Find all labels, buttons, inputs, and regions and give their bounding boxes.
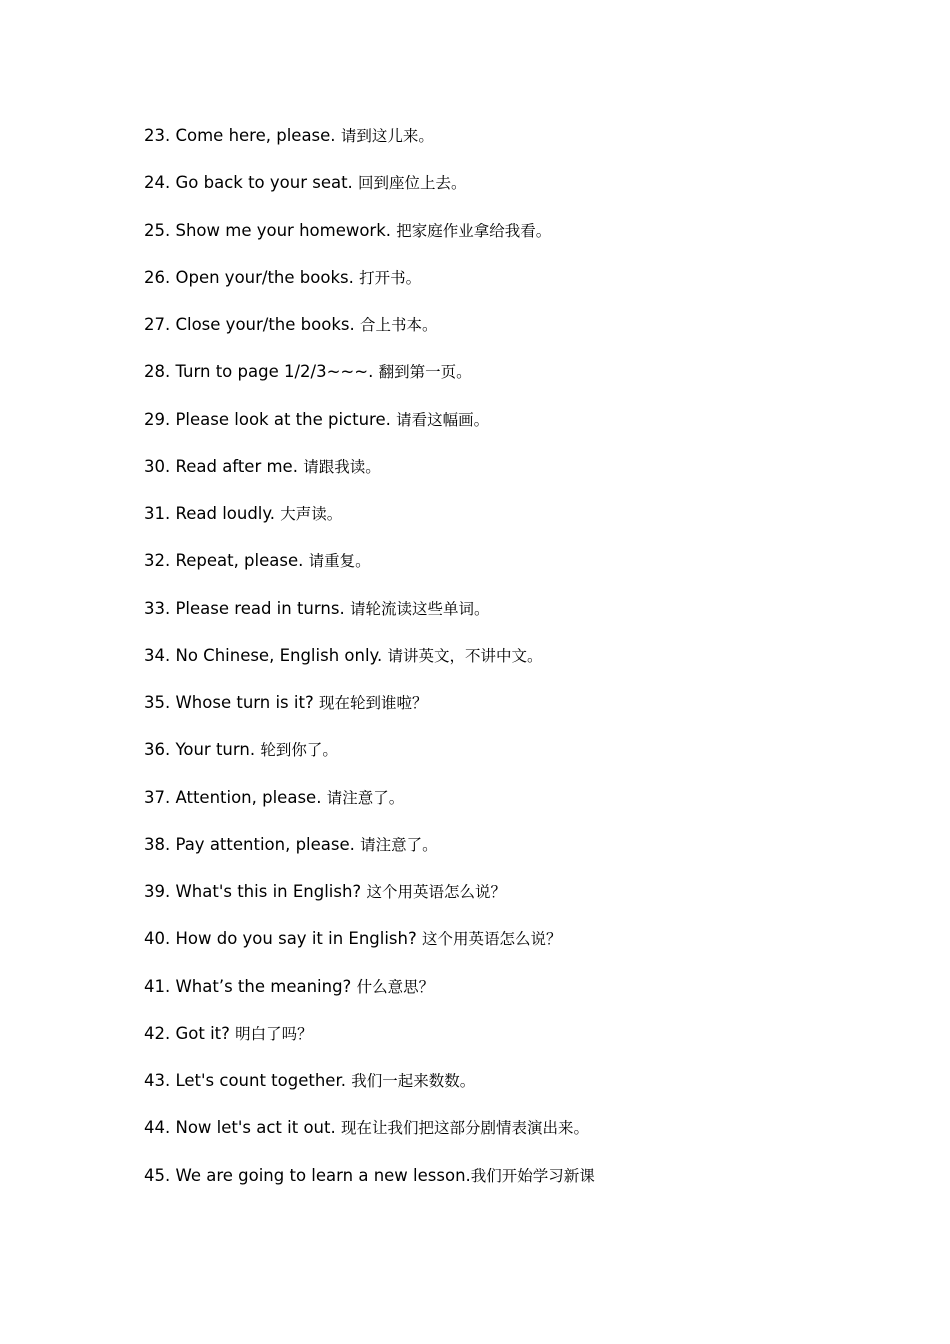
list-item xyxy=(144,879,904,926)
english-phrase: 42. Got it? xyxy=(144,1023,236,1043)
english-phrase: 31. Read loudly. xyxy=(144,504,281,523)
chinese-translation: 把家庭作业拿给我看。 xyxy=(396,221,552,240)
chinese-translation: 请看这幅画。 xyxy=(396,410,490,429)
list-item xyxy=(144,785,904,832)
list-item xyxy=(144,407,904,454)
chinese-translation: 打开书。 xyxy=(359,268,422,287)
list-item xyxy=(144,596,904,643)
list-item xyxy=(144,974,904,1021)
english-phrase: 24. Go back to your seat. xyxy=(144,173,359,193)
classroom-phrase-list xyxy=(144,123,904,1210)
english-phrase: 44. Now let's act it out. xyxy=(144,1118,341,1138)
english-phrase: 27. Close your/the books. xyxy=(144,315,360,334)
chinese-translation: 这个用英语怎么说？ xyxy=(366,883,506,901)
chinese-translation: 什么意思？ xyxy=(356,977,435,996)
list-item xyxy=(144,1068,904,1115)
english-phrase: 25. Show me your homework. xyxy=(144,220,397,240)
chinese-translation: 翻到第一页。 xyxy=(378,363,472,382)
chinese-translation: 合上书本。 xyxy=(359,316,438,334)
english-phrase: 36. Your turn. xyxy=(144,740,261,760)
list-item xyxy=(144,690,904,737)
english-phrase: 34. No Chinese, English only. xyxy=(144,645,388,665)
list-item xyxy=(144,737,904,784)
english-phrase: 28. Turn to page 1/2/3~~~. xyxy=(144,362,379,382)
list-item xyxy=(144,170,904,217)
english-phrase: 35. Whose turn is it? xyxy=(144,693,319,712)
list-item xyxy=(144,501,904,548)
chinese-translation: 明白了吗？ xyxy=(235,1024,313,1043)
english-phrase: 38. Pay attention, please. xyxy=(144,834,361,854)
list-item xyxy=(144,548,904,595)
english-phrase: 41. What’s the meaning? xyxy=(144,976,357,996)
chinese-translation: 轮到你了。 xyxy=(260,741,338,760)
english-phrase: 39. What's this in English? xyxy=(144,882,367,901)
chinese-translation: 请讲英文，不讲中文。 xyxy=(387,646,543,665)
chinese-translation: 大声读。 xyxy=(280,505,343,523)
english-phrase: 32. Repeat, please. xyxy=(144,551,309,571)
english-phrase: 29. Please look at the picture. xyxy=(144,409,397,429)
chinese-translation: 现在让我们把这部分剧情表演出来。 xyxy=(340,1119,589,1138)
english-phrase: 33. Please read in turns. xyxy=(144,598,350,618)
chinese-translation: 请注意了。 xyxy=(360,835,438,854)
english-phrase: 43. Let's count together. xyxy=(144,1071,352,1090)
chinese-translation: 请到这儿来。 xyxy=(340,127,434,145)
chinese-translation: 现在轮到谁啦？ xyxy=(318,694,428,712)
english-phrase: 26. Open your/the books. xyxy=(144,267,360,287)
list-item xyxy=(144,926,904,973)
list-item xyxy=(144,265,904,312)
list-item xyxy=(144,832,904,879)
chinese-translation: 请重复。 xyxy=(308,552,371,571)
list-item xyxy=(144,643,904,690)
list-item xyxy=(144,454,904,501)
chinese-translation: 请轮流读这些单词。 xyxy=(349,599,490,618)
chinese-translation: 这个用英语怎么说？ xyxy=(422,930,562,949)
chinese-translation: 请注意了。 xyxy=(326,788,405,807)
list-item xyxy=(144,123,904,170)
chinese-translation: 请跟我读。 xyxy=(303,457,381,476)
list-item xyxy=(144,1115,904,1162)
list-item xyxy=(144,312,904,359)
english-phrase: 45. We are going to learn a new lesson. xyxy=(144,1165,471,1185)
list-item xyxy=(144,1021,904,1068)
english-phrase: 37. Attention, please. xyxy=(144,787,327,807)
english-phrase: 30. Read after me. xyxy=(144,456,304,476)
english-phrase: 40. How do you say it in English? xyxy=(144,929,422,949)
list-item xyxy=(144,218,904,265)
chinese-translation: 我们开始学习新课 xyxy=(470,1166,595,1185)
chinese-translation: 回到座位上去。 xyxy=(358,174,467,193)
chinese-translation: 我们一起来数数。 xyxy=(351,1072,476,1090)
english-phrase: 23. Come here, please. xyxy=(144,126,341,145)
list-item xyxy=(144,359,904,406)
list-item xyxy=(144,1163,904,1210)
